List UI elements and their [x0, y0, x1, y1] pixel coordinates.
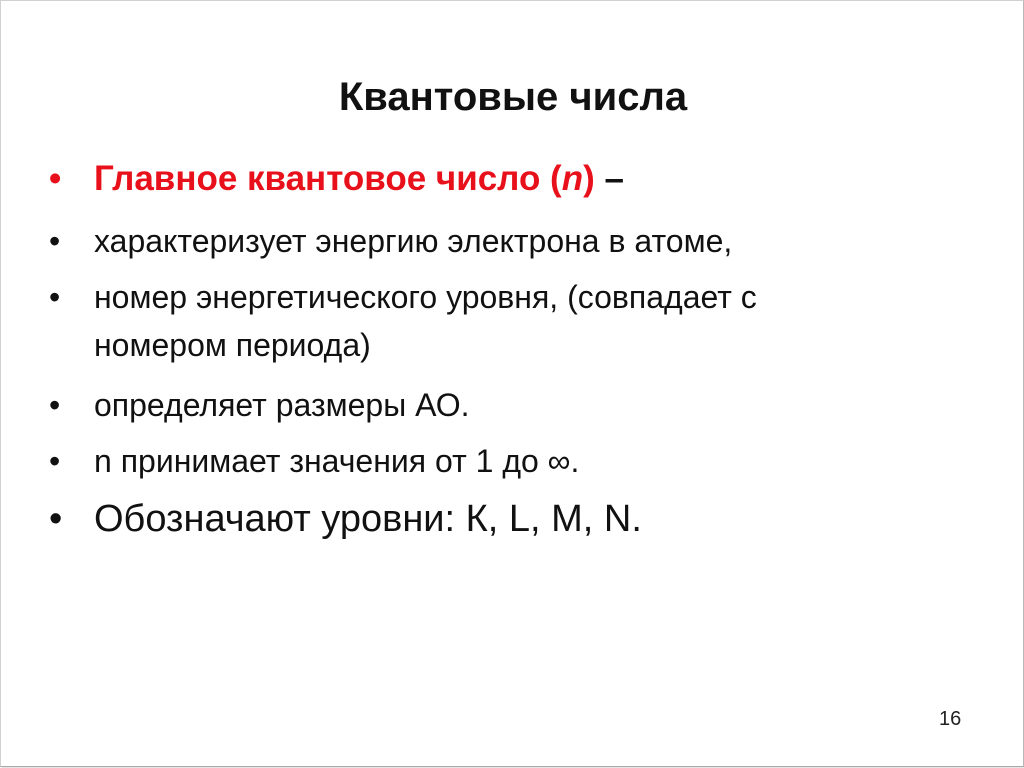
page-number: 16 [939, 708, 962, 730]
bullet-text-line1: номер энергетического уровня, (совпадает с [94, 279, 757, 315]
bullet-marker: • [49, 498, 63, 540]
bullet-marker: • [49, 223, 61, 259]
main-label-pre: Главное квантовое число ( [94, 159, 562, 198]
bullet-list [1, 1, 1024, 768]
bullet-marker: • [49, 387, 61, 423]
main-label-var: n [561, 159, 584, 198]
slide-title: Квантовые числа [338, 75, 688, 119]
bullet-text: характеризует энергию электрона в атоме, [94, 223, 733, 259]
bullet-marker: • [49, 443, 61, 479]
bullet-text-line2: номером периода) [94, 327, 371, 363]
bullet-text: Обозначают уровни: К, L, M, N. [94, 498, 642, 540]
main-label-dash: – [594, 159, 624, 198]
bullet-text [94, 159, 974, 199]
bullet-marker: • [49, 279, 61, 315]
bullet-text: определяет размеры АО. [94, 387, 470, 423]
bullet-marker: • [49, 159, 62, 198]
main-label-post: ) [583, 159, 595, 198]
bullet-text: n принимает значения от 1 до ∞. [94, 443, 580, 479]
